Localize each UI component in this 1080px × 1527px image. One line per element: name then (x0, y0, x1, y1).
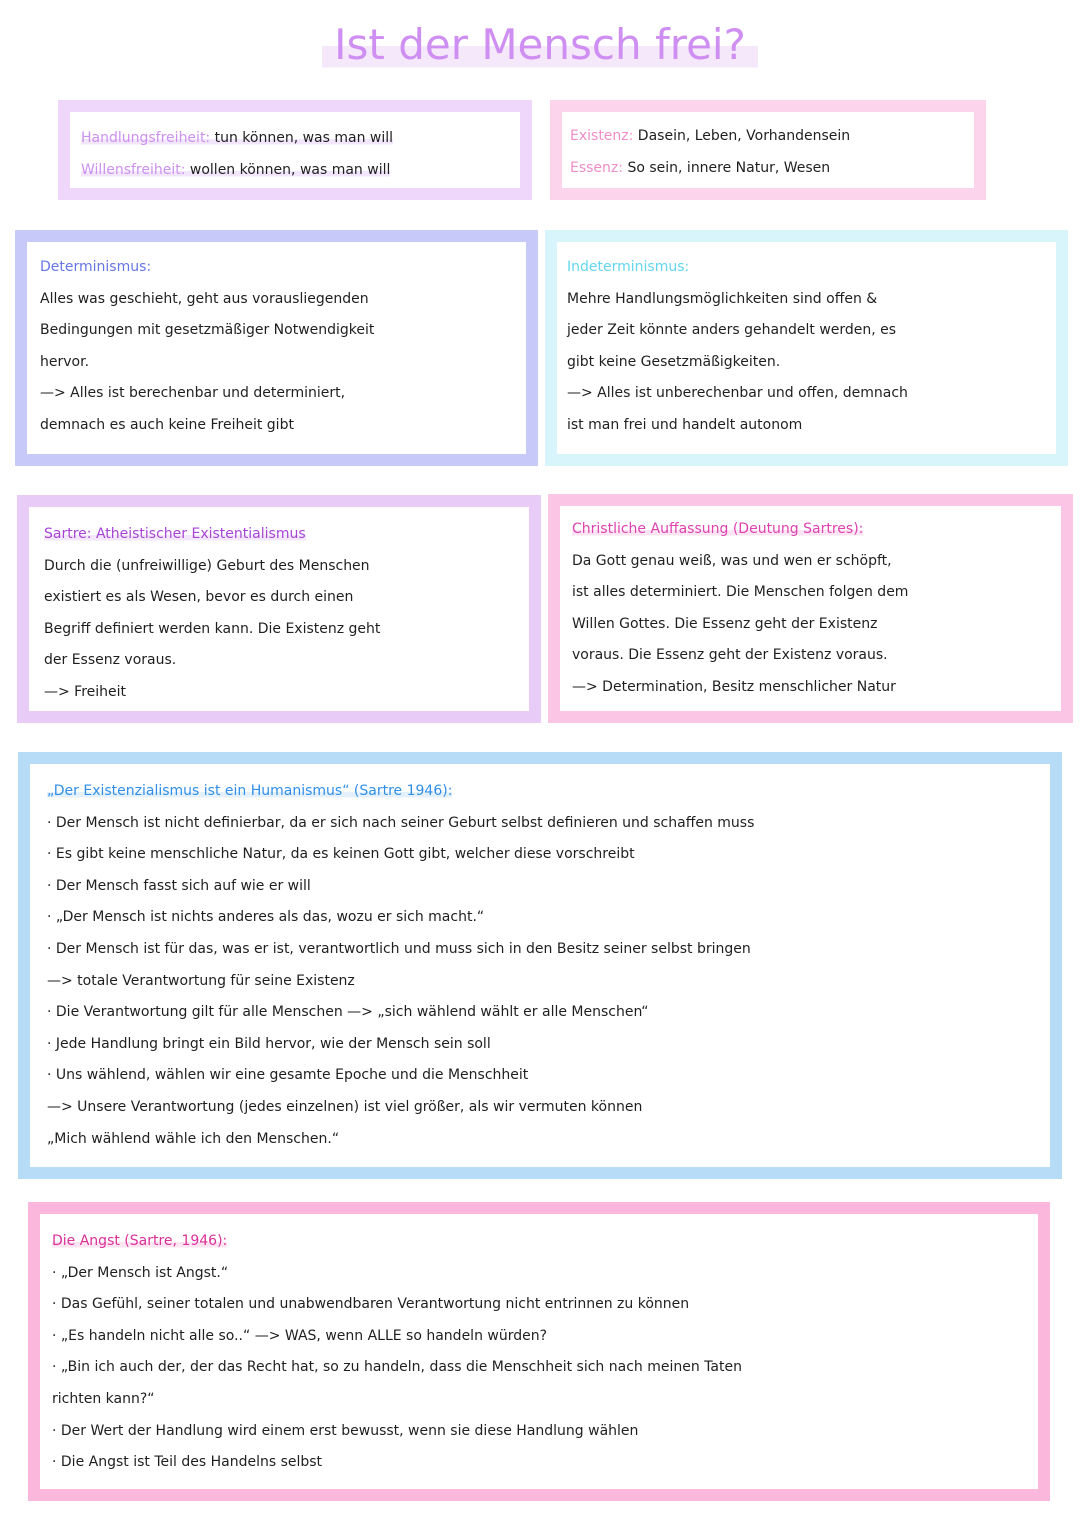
humanismus-line: · Die Verantwortung gilt für alle Menschen —> „sich wählend wählt er alle Menschen“ (47, 1004, 649, 1021)
sartre-line: existiert es als Wesen, bevor es durch einen (44, 589, 354, 606)
essenz-term: Essenz: (570, 159, 623, 176)
essenz-definition: So sein, innere Natur, Wesen (623, 159, 831, 176)
existenz-definition: Dasein, Leben, Vorhandensein (633, 128, 851, 144)
angst-line: · Die Angst ist Teil des Handelns selbst (52, 1454, 323, 1471)
handlungsfreiheit-line (81, 123, 520, 155)
christliche-auffassung-box (548, 494, 1073, 723)
humanismus-line: „Mich wählend wähle ich den Menschen.“ (47, 1130, 340, 1147)
willensfreiheit-definition: wollen können, was man will (185, 161, 391, 178)
indeterminismus-line: ist man frei und handelt autonom (567, 416, 803, 433)
angst-line: · Das Gefühl, seiner totalen und unabwendbaren Verantwortung nicht entrinnen zu können (52, 1296, 690, 1313)
sartre-line: Begriff definiert werden kann. Die Existenz geht (44, 620, 381, 637)
christlich-line: voraus. Die Essenz geht der Existenz voraus. (572, 647, 888, 664)
humanismus-line: · „Der Mensch ist nichts anderes als das, wozu er sich macht.“ (47, 909, 485, 926)
title-container (0, 18, 1080, 72)
handlungsfreiheit-definition: tun können, was man will (210, 130, 394, 146)
christlich-line: ist alles determiniert. Die Menschen folgen dem (572, 584, 909, 601)
sartre-heading: Sartre: Atheistischer Existentialismus (44, 526, 306, 542)
christlich-heading: Christliche Auffassung (Deutung Sartres): (572, 521, 864, 537)
sartre-existentialismus-box (17, 495, 541, 723)
christlich-line: Da Gott genau weiß, was und wen er schöpft, (572, 552, 892, 569)
angst-box (28, 1202, 1050, 1501)
indeterminismus-line: gibt keine Gesetzmäßigkeiten. (567, 353, 781, 370)
christlich-heading-line (572, 514, 1061, 546)
indeterminismus-heading: Indeterminismus: (567, 259, 690, 275)
sartre-heading-line (44, 519, 529, 551)
willensfreiheit-line (81, 155, 520, 187)
angst-line: · „Bin ich auch der, der das Recht hat, so zu handeln, dass die Menschheit sich nach meinen Taten (52, 1359, 742, 1376)
determinismus-line: hervor. (40, 353, 90, 370)
angst-line: · „Es handeln nicht alle so..“ —> WAS, wenn ALLE so handeln würden? (52, 1327, 548, 1344)
sartre-line: —> Freiheit (44, 683, 127, 700)
humanismus-line: —> Unsere Verantwortung (jedes einzelnen) ist viel größer, als wir vermuten können (47, 1098, 643, 1115)
angst-line: · „Der Mensch ist Angst.“ (52, 1264, 229, 1281)
indeterminismus-box (545, 230, 1068, 466)
humanismus-line: · Es gibt keine menschliche Natur, da es keinen Gott gibt, welcher diese vorschreibt (47, 846, 635, 863)
freiheit-definitions-box (58, 100, 532, 200)
determinismus-line: Bedingungen mit gesetzmäßiger Notwendigkeit (40, 322, 375, 339)
angst-line: · Der Wert der Handlung wird einem erst bewusst, wenn sie diese Handlung wählen (52, 1422, 639, 1439)
humanismus-line: —> totale Verantwortung für seine Existenz (47, 972, 355, 989)
humanismus-box (18, 752, 1062, 1179)
determinismus-box (15, 230, 538, 466)
indeterminismus-line: jeder Zeit könnte anders gehandelt werden, es (567, 322, 897, 339)
angst-line: richten kann?“ (52, 1390, 155, 1407)
humanismus-heading-line (47, 776, 1050, 808)
sartre-line: Durch die (unfreiwillige) Geburt des Menschen (44, 557, 370, 574)
determinismus-heading: Determinismus: (40, 259, 152, 275)
determinismus-line: demnach es auch keine Freiheit gibt (40, 416, 294, 433)
humanismus-heading: „Der Existenzialismus ist ein Humanismus“ (Sartre 1946): (47, 783, 453, 799)
determinismus-line: —> Alles ist berechenbar und determiniert, (40, 385, 346, 402)
willensfreiheit-term: Willensfreiheit: (81, 161, 186, 178)
humanismus-line: · Jede Handlung bringt ein Bild hervor, wie der Mensch sein soll (47, 1035, 491, 1052)
indeterminismus-line: Mehre Handlungsmöglichkeiten sind offen & (567, 290, 878, 307)
christlich-line: —> Determination, Besitz menschlicher Natur (572, 678, 896, 695)
humanismus-line: · Der Mensch ist nicht definierbar, da er sich nach seiner Geburt selbst definieren und schaffen muss (47, 814, 755, 831)
indeterminismus-line: —> Alles ist unberechenbar und offen, demnach (567, 385, 908, 402)
sartre-line: der Essenz voraus. (44, 652, 177, 669)
existenz-line (570, 121, 974, 153)
existenz-term: Existenz: (570, 128, 634, 144)
page-title: Ist der Mensch frei? (322, 18, 758, 72)
humanismus-line: · Uns wählend, wählen wir eine gesamte Epoche und die Menschheit (47, 1067, 529, 1084)
christlich-line: Willen Gottes. Die Essenz geht der Existenz (572, 615, 878, 632)
existenz-definitions-box (550, 100, 986, 200)
humanismus-line: · Der Mensch ist für das, was er ist, verantwortlich und muss sich in den Besitz seiner selbst bringen (47, 940, 751, 957)
handlungsfreiheit-term: Handlungsfreiheit: (81, 130, 211, 146)
determinismus-line: Alles was geschieht, geht aus vorausliegenden (40, 290, 369, 307)
essenz-line (570, 153, 974, 185)
humanismus-line: · Der Mensch fasst sich auf wie er will (47, 877, 311, 894)
angst-heading: Die Angst (Sartre, 1946): (52, 1233, 228, 1249)
angst-heading-line (52, 1226, 1038, 1258)
